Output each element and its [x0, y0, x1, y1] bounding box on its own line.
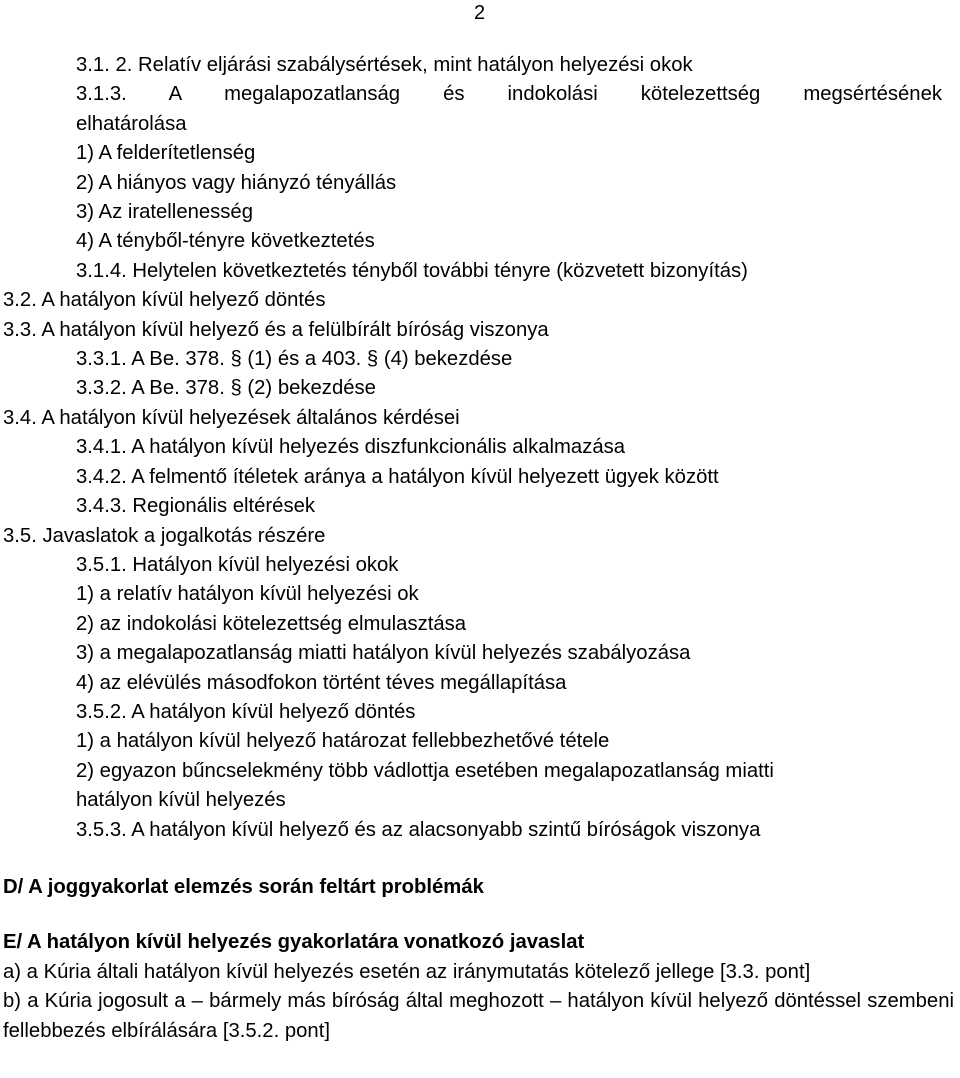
outline-list — [0, 139, 960, 845]
outline-item: 3.3. A hatályon kívül helyező és a felülbírált bíróság viszonya — [3, 318, 549, 341]
outline-item: 3.5.3. A hatályon kívül helyező és az alacsonyabb szintű bíróságok viszonya — [76, 818, 761, 841]
outline-item: 3.5. Javaslatok a jogalkotás részére — [3, 524, 326, 547]
outline-item: 3) Az iratellenesség — [76, 201, 253, 224]
outline-item: 3.5.1. Hatályon kívül helyezési okok — [76, 553, 399, 576]
document-body — [0, 51, 960, 1046]
outline-item: 2) A hiányos vagy hiányzó tényállás — [76, 171, 397, 194]
outline-item: 3.4.1. A hatályon kívül helyezés diszfunkcionális alkalmazása — [76, 436, 626, 459]
outline-item: 4) az elévülés másodfokon történt téves megállapítása — [76, 671, 567, 694]
section-e-para-a: a) a Kúria általi hatályon kívül helyezés esetén az iránymutatás kötelező jellege [3.3. pont] — [3, 960, 811, 983]
section-d-heading: D/ A joggyakorlat elemzés során feltárt problémák — [3, 875, 484, 898]
outline-list-top — [0, 51, 960, 80]
outline-item: 2) az indokolási kötelezettség elmulasztása — [76, 612, 467, 635]
section-e-heading: E/ A hatályon kívül helyezés gyakorlatára vonatkozó javaslat — [3, 931, 585, 954]
outline-top-item: 3.1. 2. Relatív eljárási szabálysértések, mint hatályon helyezési okok — [76, 54, 693, 76]
outline-heading-313-line1: 3.1.3. A megalapozatlanság és indokolási kötelezettség megsértésének — [76, 83, 942, 106]
outline-item: 3.4.3. Regionális eltérések — [76, 495, 316, 518]
outline-item: 2) egyazon bűncselekmény több vádlottja esetében megalapozatlanság miatti — [76, 759, 774, 782]
outline-item: 3.4.2. A felmentő ítéletek aránya a hatályon kívül helyezett ügyek között — [76, 465, 719, 488]
outline-item: 3.1.4. Helytelen következtetés tényből további tényre (közvetett bizonyítás) — [76, 259, 748, 282]
outline-heading-313 — [0, 80, 960, 139]
outline-item: 3) a megalapozatlanság miatti hatályon kívül helyezés szabályozása — [76, 642, 691, 665]
outline-item: 3.4. A hatályon kívül helyezések általános kérdései — [3, 406, 460, 429]
outline-item: 1) A felderítetlenség — [76, 142, 256, 165]
page-number: 2 — [474, 2, 486, 24]
outline-item: 3.2. A hatályon kívül helyező döntés — [3, 289, 326, 312]
outline-item: 1) a relatív hatályon kívül helyezési ok — [76, 583, 419, 606]
outline-item: 1) a hatályon kívül helyező határozat fellebbezhetővé tétele — [76, 730, 610, 753]
outline-item: 3.3.2. A Be. 378. § (2) bekezdése — [76, 377, 376, 400]
outline-item: 3.3.1. A Be. 378. § (1) és a 403. § (4) bekezdése — [76, 348, 513, 371]
outline-item: 3.5.2. A hatályon kívül helyező döntés — [76, 700, 416, 723]
outline-item: hatályon kívül helyezés — [76, 789, 286, 812]
section-e-para-b: b) a Kúria jogosult a – bármely más bíróság által meghozott – hatályon kívül helyező döntéssel szembeni fellebbezés elbírálására [3.5.2. pont] — [3, 990, 954, 1042]
outline-heading-313-line2: elhatárolása — [76, 112, 187, 135]
outline-item: 4) A tényből-tényre következtetés — [76, 230, 375, 253]
